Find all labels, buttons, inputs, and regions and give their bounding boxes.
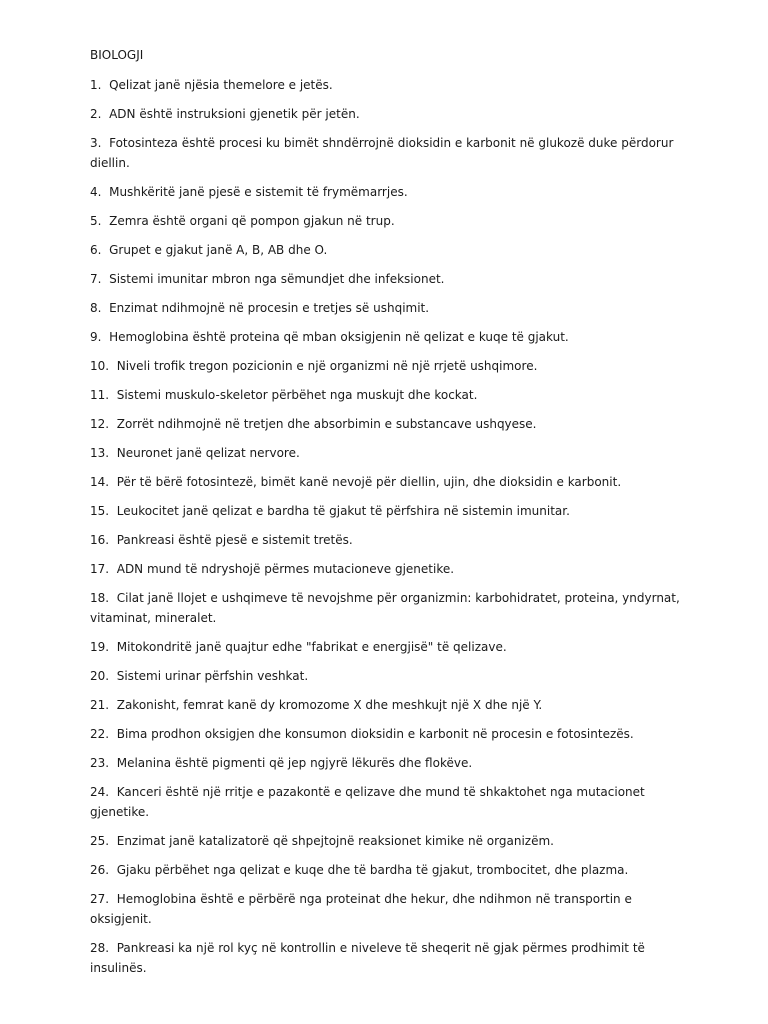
list-item	[90, 472, 690, 492]
list-item-number: 1.	[90, 78, 102, 92]
list-item-number: 2.	[90, 107, 102, 121]
list-item-text: Sistemi muskulo-skeletor përbëhet nga muskujt dhe kockat.	[116, 388, 478, 402]
list-item	[90, 133, 690, 173]
list-item-number: 18.	[90, 591, 110, 605]
list-item	[90, 501, 690, 521]
list-item	[90, 327, 690, 347]
list-item-text: Bima prodhon oksigjen dhe konsumon dioksidin e karbonit në procesin e fotosintezës.	[116, 727, 634, 741]
list-item-text: Mitokondritë janë quajtur edhe "fabrikat e energjisë" të qelizave.	[116, 640, 507, 654]
list-item	[90, 559, 690, 579]
list-item-text: Pankreasi është pjesë e sistemit tretës.	[116, 533, 353, 547]
list-item-text: Hemoglobina është e përbërë nga proteinat dhe hekur, dhe ndihmon në transportin e oksigjenit.	[90, 892, 632, 926]
list-item-text: Neuronet janë qelizat nervore.	[116, 446, 300, 460]
list-item-number: 22.	[90, 727, 110, 741]
list-item	[90, 104, 690, 124]
list-item-number: 5.	[90, 214, 102, 228]
list-item-number: 13.	[90, 446, 110, 460]
list-item-number: 15.	[90, 504, 110, 518]
list-item-number: 12.	[90, 417, 110, 431]
fact-list	[90, 75, 690, 978]
list-item-number: 8.	[90, 301, 102, 315]
list-item	[90, 666, 690, 686]
list-item	[90, 782, 690, 822]
list-item	[90, 938, 690, 978]
list-item-number: 17.	[90, 562, 110, 576]
list-item	[90, 240, 690, 260]
list-item-number: 24.	[90, 785, 110, 799]
list-item-number: 23.	[90, 756, 110, 770]
list-item-text: Sistemi urinar përfshin veshkat.	[116, 669, 309, 683]
list-item	[90, 75, 690, 95]
list-item-text: Hemoglobina është proteina që mban oksigjenin në qelizat e kuqe të gjakut.	[109, 330, 569, 344]
list-item	[90, 443, 690, 463]
list-item-number: 19.	[90, 640, 110, 654]
list-item-text: Gjaku përbëhet nga qelizat e kuqe dhe të bardha të gjakut, trombocitet, dhe plazma.	[116, 863, 629, 877]
list-item-number: 28.	[90, 941, 110, 955]
list-item	[90, 269, 690, 289]
list-item-text: Melanina është pigmenti që jep ngjyrë lëkurës dhe flokëve.	[116, 756, 473, 770]
list-item	[90, 831, 690, 851]
list-item-number: 26.	[90, 863, 110, 877]
list-item	[90, 530, 690, 550]
list-item-number: 21.	[90, 698, 110, 712]
list-item-number: 4.	[90, 185, 102, 199]
list-item-text: Fotosinteza është procesi ku bimët shndërrojnë dioksidin e karbonit në glukozë duke përdorur diellin.	[90, 136, 674, 170]
list-item	[90, 588, 690, 628]
document-title: BIOLOGJI	[90, 48, 144, 62]
list-item	[90, 860, 690, 880]
list-item-number: 20.	[90, 669, 110, 683]
list-item-text: Pankreasi ka një rol kyç në kontrollin e niveleve të sheqerit në gjak përmes prodhimit të insulinës.	[90, 941, 645, 975]
list-item-number: 7.	[90, 272, 102, 286]
list-item	[90, 414, 690, 434]
list-item-text: Mushkëritë janë pjesë e sistemit të frymëmarrjes.	[109, 185, 408, 199]
list-item-number: 6.	[90, 243, 102, 257]
list-item-number: 9.	[90, 330, 102, 344]
list-item-text: Për të bërë fotosintezë, bimët kanë nevojë për diellin, ujin, dhe dioksidin e karbonit.	[116, 475, 622, 489]
list-item-text: Niveli trofik tregon pozicionin e një organizmi në një rrjetë ushqimore.	[116, 359, 538, 373]
list-item-number: 3.	[90, 136, 102, 150]
list-item-number: 14.	[90, 475, 110, 489]
list-item-text: Kanceri është një rritje e pazakontë e qelizave dhe mund të shkaktohet nga mutacionet gjenetike.	[90, 785, 645, 819]
list-item-text: Zorrët ndihmojnë në tretjen dhe absorbimin e substancave ushqyese.	[116, 417, 537, 431]
list-item	[90, 753, 690, 773]
list-item-number: 16.	[90, 533, 110, 547]
list-item	[90, 889, 690, 929]
list-item	[90, 724, 690, 744]
list-item-text: Leukocitet janë qelizat e bardha të gjakut të përfshira në sistemin imunitar.	[116, 504, 570, 518]
list-item-text: Grupet e gjakut janë A, B, AB dhe O.	[109, 243, 328, 257]
list-item	[90, 182, 690, 202]
list-item-text: Zemra është organi që pompon gjakun në trup.	[109, 214, 395, 228]
list-item-text: Zakonisht, femrat kanë dy kromozome X dhe meshkujt një X dhe një Y.	[116, 698, 543, 712]
list-item	[90, 385, 690, 405]
list-item-text: Sistemi imunitar mbron nga sëmundjet dhe infeksionet.	[109, 272, 445, 286]
list-item	[90, 298, 690, 318]
list-item-text: ADN mund të ndryshojë përmes mutacioneve gjenetike.	[116, 562, 455, 576]
list-item-number: 25.	[90, 834, 110, 848]
list-item-number: 10.	[90, 359, 110, 373]
document-page	[90, 46, 690, 987]
list-item-text: Enzimat ndihmojnë në procesin e tretjes së ushqimit.	[109, 301, 430, 315]
list-item	[90, 211, 690, 231]
list-item-text: Qelizat janë njësia themelore e jetës.	[109, 78, 333, 92]
list-item	[90, 356, 690, 376]
list-item-number: 27.	[90, 892, 110, 906]
list-item-text: ADN është instruksioni gjenetik për jetën.	[109, 107, 360, 121]
list-item-text: Cilat janë llojet e ushqimeve të nevojshme për organizmin: karbohidratet, proteina, yndyrnat, vitaminat, mineralet.	[90, 591, 680, 625]
list-item-text: Enzimat janë katalizatorë që shpejtojnë reaksionet kimike në organizëm.	[116, 834, 554, 848]
list-item	[90, 637, 690, 657]
list-item	[90, 695, 690, 715]
list-item-number: 11.	[90, 388, 110, 402]
